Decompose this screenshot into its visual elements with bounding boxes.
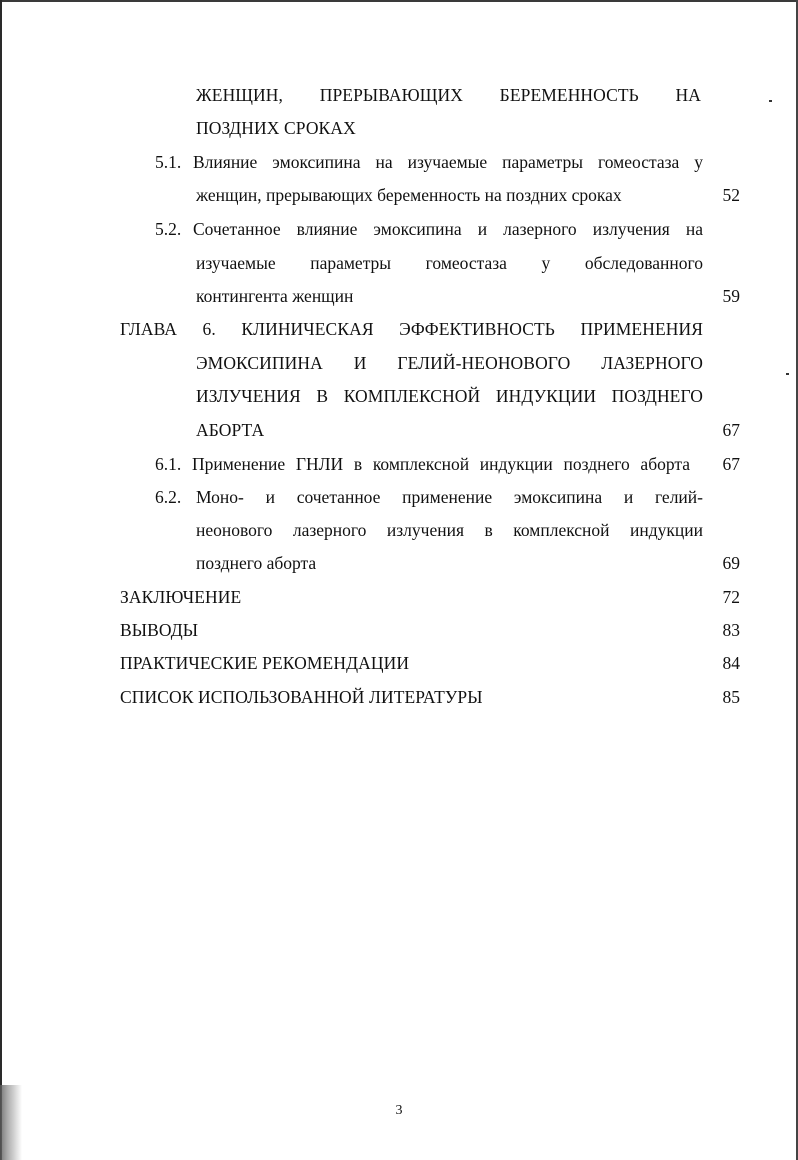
toc-section-title: женщин, прерывающих беременность на поздних сроках	[196, 185, 622, 205]
scan-edge-top	[0, 0, 798, 2]
scan-edge-left	[0, 0, 2, 1160]
toc-chapter-title-cont: ПОЗДНИХ СРОКАХ	[196, 118, 356, 138]
toc-section-title: Сочетанное влияние эмоксипина и лазерного излучения на	[193, 219, 703, 239]
toc-page-number: 52	[722, 185, 740, 205]
page-number: 3	[395, 1103, 403, 1118]
toc-page-number: 59	[722, 286, 740, 306]
toc-page-number: 67	[722, 454, 740, 474]
toc-section-title: позднего аборта	[196, 553, 317, 573]
toc-page-number: 84	[722, 653, 740, 673]
toc-section-number: 6.2.	[155, 487, 182, 507]
scan-speck	[769, 100, 772, 102]
toc-page-number: 83	[722, 620, 740, 640]
toc-section-title: изучаемые параметры гомеостаза у обследованного	[196, 253, 703, 273]
toc-page-number: 85	[722, 687, 740, 707]
toc-section-title: Влияние эмоксипина на изучаемые параметры гомеостаза у	[193, 152, 703, 172]
toc-entry-recommendations: ПРАКТИЧЕСКИЕ РЕКОМЕНДАЦИИ	[120, 653, 410, 673]
toc-chapter-title-cont: ЖЕНЩИН, ПРЕРЫВАЮЩИХ БЕРЕМЕННОСТЬ НА	[196, 85, 701, 105]
toc-section-title: 6.1. Применение ГНЛИ в комплексной индукции позднего аборта	[155, 454, 690, 474]
toc-entry-conclusion: ЗАКЛЮЧЕНИЕ	[120, 587, 242, 607]
toc-chapter-title: ГЛАВА 6. КЛИНИЧЕСКАЯ ЭФФЕКТИВНОСТЬ ПРИМЕНЕНИЯ	[120, 319, 703, 339]
toc-chapter-title: ИЗЛУЧЕНИЯ В КОМПЛЕКСНОЙ ИНДУКЦИИ ПОЗДНЕГО	[196, 386, 703, 406]
toc-entry-references: СПИСОК ИСПОЛЬЗОВАННОЙ ЛИТЕРАТУРЫ	[120, 687, 483, 707]
scan-shadow	[0, 1085, 22, 1160]
toc-section-title: Моно- и сочетанное применение эмоксипина и гелий-	[196, 487, 703, 507]
toc-section-number: 5.2.	[155, 219, 182, 239]
toc-page-number: 72	[722, 587, 740, 607]
toc-chapter-title: АБОРТА	[196, 420, 265, 440]
scan-speck	[786, 373, 789, 375]
toc-section-title: контингента женщин	[196, 286, 354, 306]
toc-chapter-title: ЭМОКСИПИНА И ГЕЛИЙ-НЕОНОВОГО ЛАЗЕРНОГО	[196, 353, 703, 373]
toc-section-title: неонового лазерного излучения в комплексной индукции	[196, 520, 703, 540]
toc-page-number: 69	[722, 553, 740, 573]
toc-page-number: 67	[722, 420, 740, 440]
toc-section-number: 5.1.	[155, 152, 182, 172]
toc-entry-findings: ВЫВОДЫ	[120, 620, 199, 640]
